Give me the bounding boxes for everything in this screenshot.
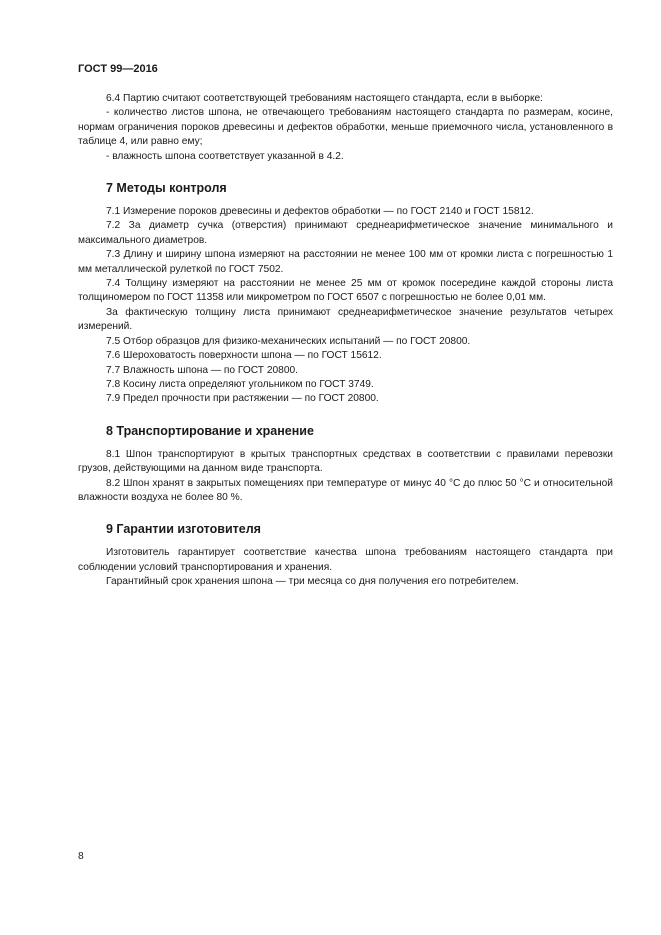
list-item: - влажность шпона соответствует указанной в 4.2. [106,150,344,162]
document-header: ГОСТ 99—2016 [78,63,158,75]
paragraph-7-5: 7.5 Отбор образцов для физико-механических испытаний — по ГОСТ 20800. [106,335,471,347]
paragraph-7-8: 7.8 Косину листа определяют угольником по ГОСТ 3749. [106,378,374,390]
list-item: - количество листов шпона, не отвечающего требованиям настоящего стандарта по размерам, косине, нормам ограничения пороков древесины и дефектов обработки, меньше приемочного числа, установленного в таблице 4, или равно ему; [78,107,613,148]
section-heading: 9 Гарантии изготовителя [106,522,261,537]
paragraph-7-4-note: За фактическую толщину листа принимают среднеарифметическое значение результатов четырех измерений. [78,306,613,333]
section-heading: 7 Методы контроля [106,181,227,196]
paragraph-6-4: 6.4 Партию считают соответствующей требованиям настоящего стандарта, если в выборке: [106,93,544,104]
page-number: 8 [78,851,84,862]
paragraph-7-3: 7.3 Длину и ширину шпона измеряют на расстоянии не менее 100 мм от кромки листа с погрешностью 1 мм металлической рулеткой по ГОСТ 7502. [78,249,613,275]
section-6-4 [78,92,613,164]
section-9 [78,522,613,589]
paragraph-7-6: 7.6 Шероховатость поверхности шпона — по ГОСТ 15612. [106,350,382,362]
paragraph-7-2: 7.2 За диаметр сучка (отверстия) принимают среднеарифметическое значение минимального и максимального диаметров. [78,220,613,246]
paragraph-7-9: 7.9 Предел прочности при растяжении — по ГОСТ 20800. [106,393,379,405]
section-7 [78,181,613,407]
paragraph-7-7: 7.7 Влажность шпона — по ГОСТ 20800. [106,364,299,376]
paragraph-7-1: 7.1 Измерение пороков древесины и дефектов обработки — по ГОСТ 2140 и ГОСТ 15812. [106,206,534,218]
section-8 [78,424,613,506]
paragraph-8-1: 8.1 Шпон транспортируют в крытых транспортных средствах в соответствии с правилами перевозки грузов, действующими на данном виде транспорта. [78,448,613,475]
section-heading: 8 Транспортирование и хранение [106,423,314,438]
paragraph-9-1: Изготовитель гарантирует соответствие качества шпона требованиям настоящего стандарта при соблюдении условий транспортирования и хранения. [78,547,613,573]
document-body [78,92,613,590]
paragraph-9-2: Гарантийный срок хранения шпона — три месяца со дня получения его потребителем. [106,576,519,588]
paragraph-8-2: 8.2 Шпон хранят в закрытых помещениях при температуре от минус 40 °С до плюс 50 °С и относительной влажности воздуха не более 80 %. [78,477,613,503]
paragraph-7-4: 7.4 Толщину измеряют на расстоянии не менее 25 мм от кромок посередине каждой стороны листа толщиномером по ГОСТ 11358 или микрометром по ГОСТ 6507 с погрешностью не более 0,01 мм. [78,278,613,304]
